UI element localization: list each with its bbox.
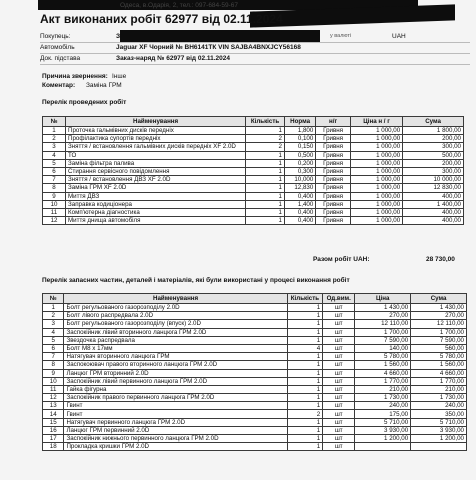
parts-cell: 1 [287, 312, 322, 320]
parts-row [43, 304, 467, 312]
works-cell: 5 [43, 159, 66, 167]
parts-row [43, 394, 467, 402]
works-row [43, 127, 464, 135]
works-cell: 0,400 [284, 208, 315, 216]
parts-cell: Болт регульованого газорозподілу 2.0D [64, 304, 287, 312]
works-cell: 300,00 [403, 167, 464, 175]
currency-value: UAH [392, 33, 406, 40]
parts-cell: 175,00 [355, 410, 411, 418]
parts-cell: 1 200,00 [355, 435, 411, 443]
works-cell: 0,150 [284, 143, 315, 151]
parts-cell: 17 [43, 435, 64, 443]
works-cell: Гривня [316, 184, 351, 192]
works-cell: 500,00 [403, 151, 464, 159]
parts-cell: 1 430,00 [355, 304, 411, 312]
works-cell: Заправка кодиціонера [66, 200, 246, 208]
parts-cell: 1 [287, 369, 322, 377]
parts-cell: 6 [43, 344, 64, 352]
comment-value: Заміна ГРМ [86, 82, 122, 89]
works-row [43, 192, 464, 200]
works-row [43, 151, 464, 159]
parts-cell: шт [323, 344, 355, 352]
works-cell: 400,00 [403, 208, 464, 216]
col-sum: Сума [403, 117, 464, 127]
parts-cell: 1 [287, 304, 322, 312]
works-cell: 12 [43, 217, 66, 225]
parts-cell: 350,00 [411, 410, 467, 418]
parts-cell: 1 [287, 336, 322, 344]
works-cell: 1 [43, 127, 66, 135]
works-cell: 10,000 [284, 176, 315, 184]
parts-cell: 270,00 [411, 312, 467, 320]
parts-cell: 1 [287, 353, 322, 361]
parts-cell: 15 [43, 418, 64, 426]
parts-cell: 10 [43, 377, 64, 385]
works-row [43, 143, 464, 151]
parts-cell: шт [323, 402, 355, 410]
parts-cell: 5 [43, 336, 64, 344]
col-number: № [43, 117, 66, 127]
parts-cell: 2 [43, 312, 64, 320]
works-cell: Гривня [316, 151, 351, 159]
works-cell: 1 000,00 [350, 184, 402, 192]
works-row [43, 208, 464, 216]
parts-cell: Ланцюг ГРМ вторинний 2.0D [64, 369, 287, 377]
works-cell: 0,100 [284, 135, 315, 143]
col-price: Ціна [355, 294, 411, 304]
works-table [42, 116, 464, 225]
parts-cell: Гайка фігурна [64, 385, 287, 393]
works-cell: 1 000,00 [350, 151, 402, 159]
parts-cell: 1 770,00 [355, 377, 411, 385]
parts-row [43, 410, 467, 418]
parts-cell: 1 200,00 [411, 435, 467, 443]
works-cell: Гривня [316, 127, 351, 135]
works-cell: Заміна фільтра палива [66, 159, 246, 167]
parts-heading: Перелік запасних частин, деталей і матеріалів, які були використані у процесі виконання робіт [42, 277, 350, 284]
parts-cell: 8 [43, 361, 64, 369]
parts-cell: шт [323, 304, 355, 312]
works-cell: Гривня [316, 200, 351, 208]
car-value: Jaguar XF Чорний № ВН6141ТК VIN SAJBA4BNXJCY56168 [116, 44, 301, 51]
works-cell: 1 000,00 [350, 192, 402, 200]
parts-cell: 7 590,00 [411, 336, 467, 344]
parts-cell: Заспокоювач правого вторинного ланцюга ГРМ 2.0D [64, 361, 287, 369]
works-cell: Гривня [316, 217, 351, 225]
col-unit: Од.вим. [323, 294, 355, 304]
works-cell: 1 000,00 [350, 143, 402, 151]
works-row [43, 176, 464, 184]
parts-cell: шт [323, 426, 355, 434]
parts-cell: 140,00 [355, 344, 411, 352]
works-cell: 1 000,00 [350, 135, 402, 143]
works-cell: 0,400 [284, 192, 315, 200]
parts-table [42, 293, 467, 451]
parts-cell: 1 560,00 [411, 361, 467, 369]
works-cell: 1 [246, 167, 285, 175]
parts-row [43, 361, 467, 369]
parts-cell: Натягувач первинного ланцюга ГРМ 2.0D [64, 418, 287, 426]
parts-cell: 4 [287, 344, 322, 352]
parts-cell: 1 730,00 [411, 394, 467, 402]
parts-cell: шт [323, 369, 355, 377]
parts-cell [355, 443, 411, 451]
col-unit: н/г [316, 117, 351, 127]
works-cell: 1 [246, 184, 285, 192]
parts-cell: шт [323, 328, 355, 336]
works-cell: 10 [43, 200, 66, 208]
parts-cell: шт [323, 410, 355, 418]
parts-cell: шт [323, 377, 355, 385]
works-cell: Комп'ютерна діагностика [66, 208, 246, 216]
parts-cell: 240,00 [355, 402, 411, 410]
redaction-buyer [120, 30, 320, 42]
works-cell: Зняття / встановлення ДВЗ XF 2.0D [66, 176, 246, 184]
parts-cell: 1 700,00 [355, 328, 411, 336]
col-number: № [43, 294, 64, 304]
works-row [43, 200, 464, 208]
works-total-label: Разом робіт UAH: [313, 256, 370, 263]
parts-cell: 560,00 [411, 344, 467, 352]
parts-row [43, 377, 467, 385]
parts-cell: 1 [287, 377, 322, 385]
works-cell: 1 000,00 [350, 159, 402, 167]
parts-cell: 1 [287, 328, 322, 336]
parts-cell: Заспокійник лівий вторинного ланцюга ГРМ 2.0D [64, 328, 287, 336]
parts-cell: 1 [287, 385, 322, 393]
parts-cell: 4 660,00 [355, 369, 411, 377]
works-cell: 12 830,00 [403, 184, 464, 192]
parts-row [43, 328, 467, 336]
works-cell: 10 000,00 [403, 176, 464, 184]
parts-row [43, 312, 467, 320]
col-quantity: Кількість [287, 294, 322, 304]
works-cell: Зняття / встановлення гальмівних дисків передніх XF 2.0D [66, 143, 246, 151]
works-cell: 7 [43, 176, 66, 184]
parts-cell: Прокладка кришки ГРМ 2.0D [64, 443, 287, 451]
works-cell: Стирання сервісного повідомлення [66, 167, 246, 175]
parts-cell: 14 [43, 410, 64, 418]
parts-row [43, 320, 467, 328]
parts-cell: Ланцюг ГРМ первинний 2.0D [64, 426, 287, 434]
col-quantity: Кількість [246, 117, 285, 127]
works-cell: 1 [246, 192, 285, 200]
parts-cell: Гвинт [64, 410, 287, 418]
works-cell: 8 [43, 184, 66, 192]
works-cell: 9 [43, 192, 66, 200]
parts-cell: 5 710,00 [355, 418, 411, 426]
parts-cell: шт [323, 394, 355, 402]
parts-cell: 210,00 [411, 385, 467, 393]
parts-cell: 16 [43, 426, 64, 434]
works-row [43, 167, 464, 175]
works-cell: 0,200 [284, 159, 315, 167]
parts-cell: шт [323, 418, 355, 426]
works-cell: 1 000,00 [350, 208, 402, 216]
col-name: Найменування [64, 294, 287, 304]
parts-cell: 3 [43, 320, 64, 328]
parts-cell: шт [323, 443, 355, 451]
parts-cell: 1 [287, 443, 322, 451]
parts-row [43, 369, 467, 377]
works-cell: 1,800 [284, 127, 315, 135]
parts-cell: Болт регульованого газорозподілу (впуск) 2.0D [64, 320, 287, 328]
works-cell: 1 [246, 159, 285, 167]
currency-note: у валюті [330, 33, 352, 39]
parts-cell: 12 110,00 [355, 320, 411, 328]
works-cell: 1 000,00 [350, 200, 402, 208]
parts-cell: 1 [43, 304, 64, 312]
works-cell: 1 [246, 127, 285, 135]
parts-cell: 1 730,00 [355, 394, 411, 402]
parts-cell: 13 [43, 402, 64, 410]
parts-row [43, 336, 467, 344]
parts-cell: 9 [43, 369, 64, 377]
company-address: Одеса, в.Одарія, 2, тел.: 097-684-59-67 [120, 2, 238, 9]
works-cell: Заміна ГРМ XF 2.0D [66, 184, 246, 192]
parts-cell: 1 700,00 [411, 328, 467, 336]
works-cell: 1 000,00 [350, 176, 402, 184]
works-cell: 1 [246, 208, 285, 216]
parts-row [43, 344, 467, 352]
works-cell: 1,400 [284, 200, 315, 208]
works-cell: 200,00 [403, 159, 464, 167]
works-header-row [43, 117, 464, 127]
parts-cell [411, 443, 467, 451]
comment-label: Коментар: [42, 82, 76, 89]
parts-cell: 5 780,00 [411, 353, 467, 361]
works-cell: 2 [246, 143, 285, 151]
parts-cell: Звездочка распредвала [64, 336, 287, 344]
parts-cell: 3 930,00 [355, 426, 411, 434]
parts-row [43, 385, 467, 393]
works-cell: 1 [246, 217, 285, 225]
works-cell: 2 [246, 135, 285, 143]
parts-cell: Болт М8 x 17мм [64, 344, 287, 352]
parts-row [43, 418, 467, 426]
parts-row [43, 443, 467, 451]
parts-cell: 270,00 [355, 312, 411, 320]
parts-cell: 210,00 [355, 385, 411, 393]
works-cell: 4 [43, 151, 66, 159]
parts-cell: 5 780,00 [355, 353, 411, 361]
works-cell: 1 [246, 151, 285, 159]
parts-cell: 1 560,00 [355, 361, 411, 369]
parts-cell: Гвинт [64, 402, 287, 410]
basis-label: Док. підстава [40, 55, 81, 62]
works-cell: 1 000,00 [350, 217, 402, 225]
parts-cell: Заспокійник лівий первинного ланцюга ГРМ 2.0D [64, 377, 287, 385]
parts-cell: 5 710,00 [411, 418, 467, 426]
works-row [43, 159, 464, 167]
works-cell: Профілактика супортів передніх [66, 135, 246, 143]
works-cell: 1 800,00 [403, 127, 464, 135]
parts-cell: шт [323, 312, 355, 320]
parts-cell: 11 [43, 385, 64, 393]
works-cell: Гривня [316, 167, 351, 175]
parts-cell: 4 [43, 328, 64, 336]
parts-cell: 1 430,00 [411, 304, 467, 312]
col-price: Ціна н / г [350, 117, 402, 127]
parts-cell: шт [323, 336, 355, 344]
parts-cell: 12 [43, 394, 64, 402]
car-label: Автомобіль [40, 44, 75, 51]
parts-cell: 1 770,00 [411, 377, 467, 385]
parts-cell: шт [323, 353, 355, 361]
parts-row [43, 426, 467, 434]
works-cell: 0,500 [284, 151, 315, 159]
parts-cell: 240,00 [411, 402, 467, 410]
parts-cell: 1 [287, 361, 322, 369]
parts-cell: 1 [287, 426, 322, 434]
parts-cell: шт [323, 435, 355, 443]
works-heading: Перелік проведених робіт [42, 99, 127, 106]
works-cell: 0,400 [284, 217, 315, 225]
works-cell: 11 [43, 208, 66, 216]
parts-cell: 7 590,00 [355, 336, 411, 344]
works-cell: 1 [246, 176, 285, 184]
parts-cell: 1 [287, 435, 322, 443]
parts-cell: шт [323, 361, 355, 369]
works-cell: 400,00 [403, 217, 464, 225]
parts-cell: шт [323, 385, 355, 393]
reason-label: Причина звернення: [42, 73, 108, 80]
works-cell: 3 [43, 143, 66, 151]
document-title: Акт виконаних робіт 62977 від 02.11.2024 [40, 12, 283, 26]
works-cell: Гривня [316, 208, 351, 216]
parts-cell: 1 [287, 320, 322, 328]
works-cell: 1 000,00 [350, 167, 402, 175]
works-row [43, 184, 464, 192]
col-sum: Сума [411, 294, 467, 304]
col-name: Найменування [66, 117, 246, 127]
parts-row [43, 435, 467, 443]
works-cell: ТО [66, 151, 246, 159]
works-cell: 300,00 [403, 143, 464, 151]
parts-cell: Заспокійник нижнього первинного ланцюга ГРМ 2.0D [64, 435, 287, 443]
works-row [43, 135, 464, 143]
works-cell: 12,830 [284, 184, 315, 192]
works-cell: 1 400,00 [403, 200, 464, 208]
parts-cell: шт [323, 320, 355, 328]
parts-cell: Заспокійник правого первинного ланцюга ГРМ 2.0D [64, 394, 287, 402]
works-cell: Миття днища автомобіля [66, 217, 246, 225]
parts-cell: 2 [287, 410, 322, 418]
works-cell: Гривня [316, 192, 351, 200]
parts-cell: 1 [287, 402, 322, 410]
works-cell: Миття ДВЗ [66, 192, 246, 200]
works-cell: 6 [43, 167, 66, 175]
works-cell: Гривня [316, 159, 351, 167]
parts-cell: 3 930,00 [411, 426, 467, 434]
works-cell: Гривня [316, 176, 351, 184]
works-total-value: 28 730,00 [426, 256, 455, 263]
basis-value: Заказ-наряд № 62977 від 02.11.2024 [116, 55, 231, 62]
parts-cell: 1 [287, 418, 322, 426]
parts-cell: Натягувач вторинного ланцюга ГРМ [64, 353, 287, 361]
buyer-value: З [116, 33, 121, 40]
works-cell: Проточка гальмівних дисків передніх [66, 127, 246, 135]
parts-cell: 4 660,00 [411, 369, 467, 377]
parts-cell: Болт лівого распредвала 2.0D [64, 312, 287, 320]
works-cell: 1 [246, 200, 285, 208]
parts-header-row [43, 294, 467, 304]
parts-cell: 12 110,00 [411, 320, 467, 328]
parts-cell: 1 [287, 394, 322, 402]
parts-cell: 7 [43, 353, 64, 361]
parts-row [43, 402, 467, 410]
works-cell: 400,00 [403, 192, 464, 200]
works-cell: 2 [43, 135, 66, 143]
works-cell: Гривня [316, 143, 351, 151]
works-cell: 200,00 [403, 135, 464, 143]
parts-cell: 18 [43, 443, 64, 451]
works-cell: 0,300 [284, 167, 315, 175]
col-norm: Норма [284, 117, 315, 127]
parts-row [43, 353, 467, 361]
buyer-label: Покупець: [40, 33, 71, 40]
works-cell: 1 000,00 [350, 127, 402, 135]
works-row [43, 217, 464, 225]
works-cell: Гривня [316, 135, 351, 143]
reason-value: Інше [112, 73, 127, 80]
